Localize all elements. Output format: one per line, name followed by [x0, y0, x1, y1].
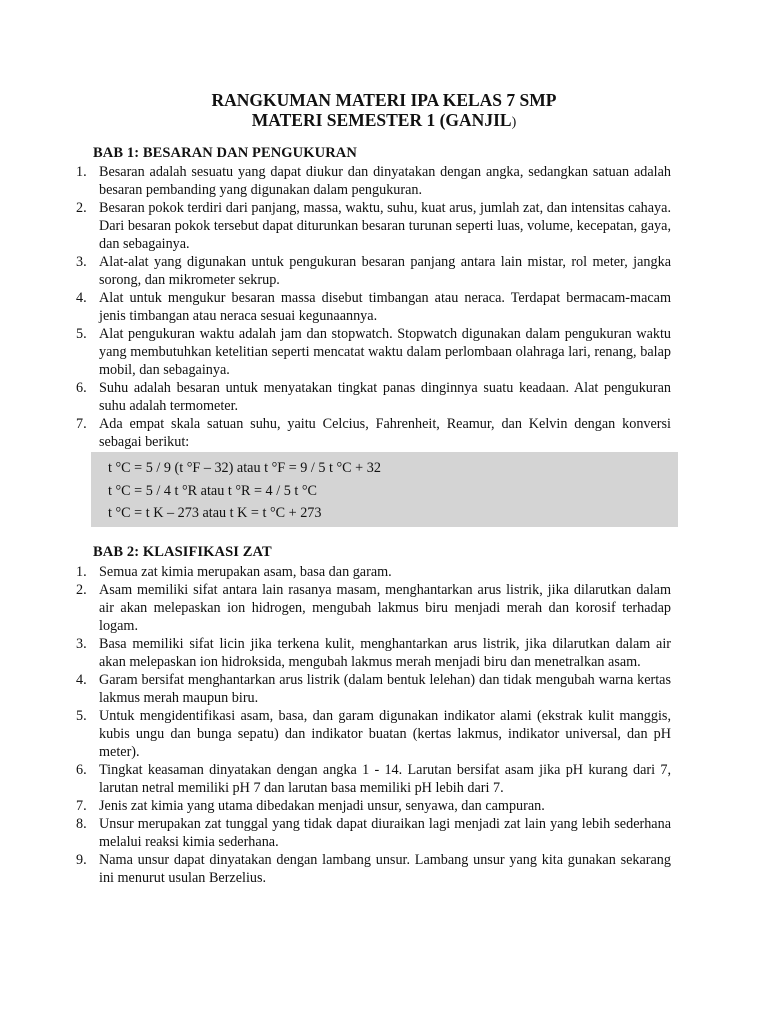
item-number: 2.	[76, 200, 87, 216]
list-item	[0, 581, 768, 635]
item-text: Nama unsur dapat dinyatakan dengan lambang unsur. Lambang unsur yang kita gunakan sekarang ini menurut usulan Berzelius.	[99, 852, 671, 886]
item-number: 3.	[76, 636, 87, 652]
item-number: 3.	[76, 254, 87, 270]
list-item	[0, 707, 768, 761]
list-item	[0, 379, 768, 415]
item-number: 7.	[76, 416, 87, 432]
item-text: Alat pengukuran waktu adalah jam dan stopwatch. Stopwatch digunakan dalam pengukuran waktu yang membutuhkan ketelitian seperti mencatat waktu dalam perlombaan olahraga lari, renang, balap mobil, dan sebagainya.	[99, 326, 671, 378]
temperature-conversion-box	[91, 452, 678, 527]
document-subtitle	[0, 110, 768, 133]
item-number: 1.	[76, 164, 87, 180]
bab2-heading: BAB 2: KLASIFIKASI ZAT	[93, 544, 272, 560]
item-text: Asam memiliki sifat antara lain rasanya masam, menghantarkan arus listrik, jika dilarutkan dalam air akan melepaskan ion hidrogen, mengubah lakmus biru menjadi merah dan korosif terhadap logam.	[99, 582, 671, 634]
item-number: 2.	[76, 582, 87, 598]
list-item	[0, 199, 768, 253]
item-text: Untuk mengidentifikasi asam, basa, dan garam digunakan indikator alami (ekstrak kulit manggis, kubis ungu dan bunga sepatu) dan indikator buatan (kertas lakmus, indikator universal, dan pH meter).	[99, 708, 671, 760]
list-item	[0, 851, 768, 887]
item-text: Semua zat kimia merupakan asam, basa dan garam.	[99, 564, 392, 580]
item-number: 5.	[76, 326, 87, 342]
item-text: Basa memiliki sifat licin jika terkena kulit, menghantarkan arus listrik, jika dilarutkan dalam air akan melepaskan ion hidroksida, mengubah lakmus merah menjadi biru dan menetralkan asam.	[99, 636, 671, 670]
list-item	[0, 253, 768, 289]
item-number: 1.	[76, 564, 87, 580]
item-number: 5.	[76, 708, 87, 724]
item-number: 8.	[76, 816, 87, 832]
list-item	[0, 289, 768, 325]
item-text: Alat-alat yang digunakan untuk pengukuran besaran panjang antara lain mistar, rol meter, jangka sorong, dan mikrometer sekrup.	[99, 254, 671, 288]
item-text: Alat untuk mengukur besaran massa disebut timbangan atau neraca. Terdapat bermacam-macam jenis timbangan atau neraca sesuai kegunaannya.	[99, 290, 671, 324]
list-item	[0, 671, 768, 707]
list-item	[0, 325, 768, 379]
item-text: Ada empat skala satuan suhu, yaitu Celcius, Fahrenheit, Reamur, dan Kelvin dengan konversi sebagai berikut:	[99, 416, 671, 450]
item-text: Jenis zat kimia yang utama dibedakan menjadi unsur, senyawa, dan campuran.	[99, 798, 545, 814]
list-item	[0, 563, 768, 581]
title-line-2-close: )	[511, 115, 517, 130]
bab1-heading: BAB 1: BESARAN DAN PENGUKURAN	[93, 145, 357, 161]
item-text: Suhu adalah besaran untuk menyatakan tingkat panas dinginnya suatu keadaan. Alat pengukuran suhu adalah termometer.	[99, 380, 671, 414]
document-title	[0, 90, 768, 110]
list-item	[0, 797, 768, 815]
item-number: 9.	[76, 852, 87, 868]
list-item	[0, 163, 768, 199]
title-line-2: MATERI SEMESTER 1 (GANJIL	[251, 110, 512, 130]
item-text: Unsur merupakan zat tunggal yang tidak dapat diuraikan lagi menjadi zat lain yang lebih sederhana melalui reaksi kimia sederhana.	[99, 816, 671, 850]
bab1-list	[0, 163, 768, 451]
formula-celcius-kelvin: t °C = t K – 273 atau t K = t °C + 273	[108, 505, 322, 521]
title-line-1: RANGKUMAN MATERI IPA KELAS 7 SMP	[211, 90, 557, 110]
item-text: Besaran pokok terdiri dari panjang, massa, waktu, suhu, kuat arus, jumlah zat, dan intensitas cahaya. Dari besaran pokok tersebut dapat diturunkan besaran turunan seperti luas, volume, kecepatan, gaya, dan sebagainya.	[99, 200, 671, 252]
item-number: 6.	[76, 762, 87, 778]
formula-celcius-reamur: t °C = 5 / 4 t °R atau t °R = 4 / 5 t °C	[108, 483, 317, 499]
list-item	[0, 635, 768, 671]
list-item	[0, 815, 768, 851]
item-number: 4.	[76, 672, 87, 688]
item-text: Besaran adalah sesuatu yang dapat diukur dan dinyatakan dengan angka, sedangkan satuan adalah besaran pembanding yang digunakan dalam pengukuran.	[99, 164, 671, 198]
item-text: Garam bersifat menghantarkan arus listrik (dalam bentuk lelehan) dan tidak mengubah warna kertas lakmus merah maupun biru.	[99, 672, 671, 706]
bab2-list	[0, 563, 768, 887]
list-item	[0, 415, 768, 451]
item-number: 6.	[76, 380, 87, 396]
formula-celcius-fahrenheit: t °C = 5 / 9 (t °F – 32) atau t °F = 9 / 5 t °C + 32	[108, 460, 381, 476]
list-item	[0, 761, 768, 797]
item-number: 7.	[76, 798, 87, 814]
item-text: Tingkat keasaman dinyatakan dengan angka 1 - 14. Larutan bersifat asam jika pH kurang dari 7, larutan netral memiliki pH 7 dan larutan basa memiliki pH lebih dari 7.	[99, 762, 671, 796]
item-number: 4.	[76, 290, 87, 306]
